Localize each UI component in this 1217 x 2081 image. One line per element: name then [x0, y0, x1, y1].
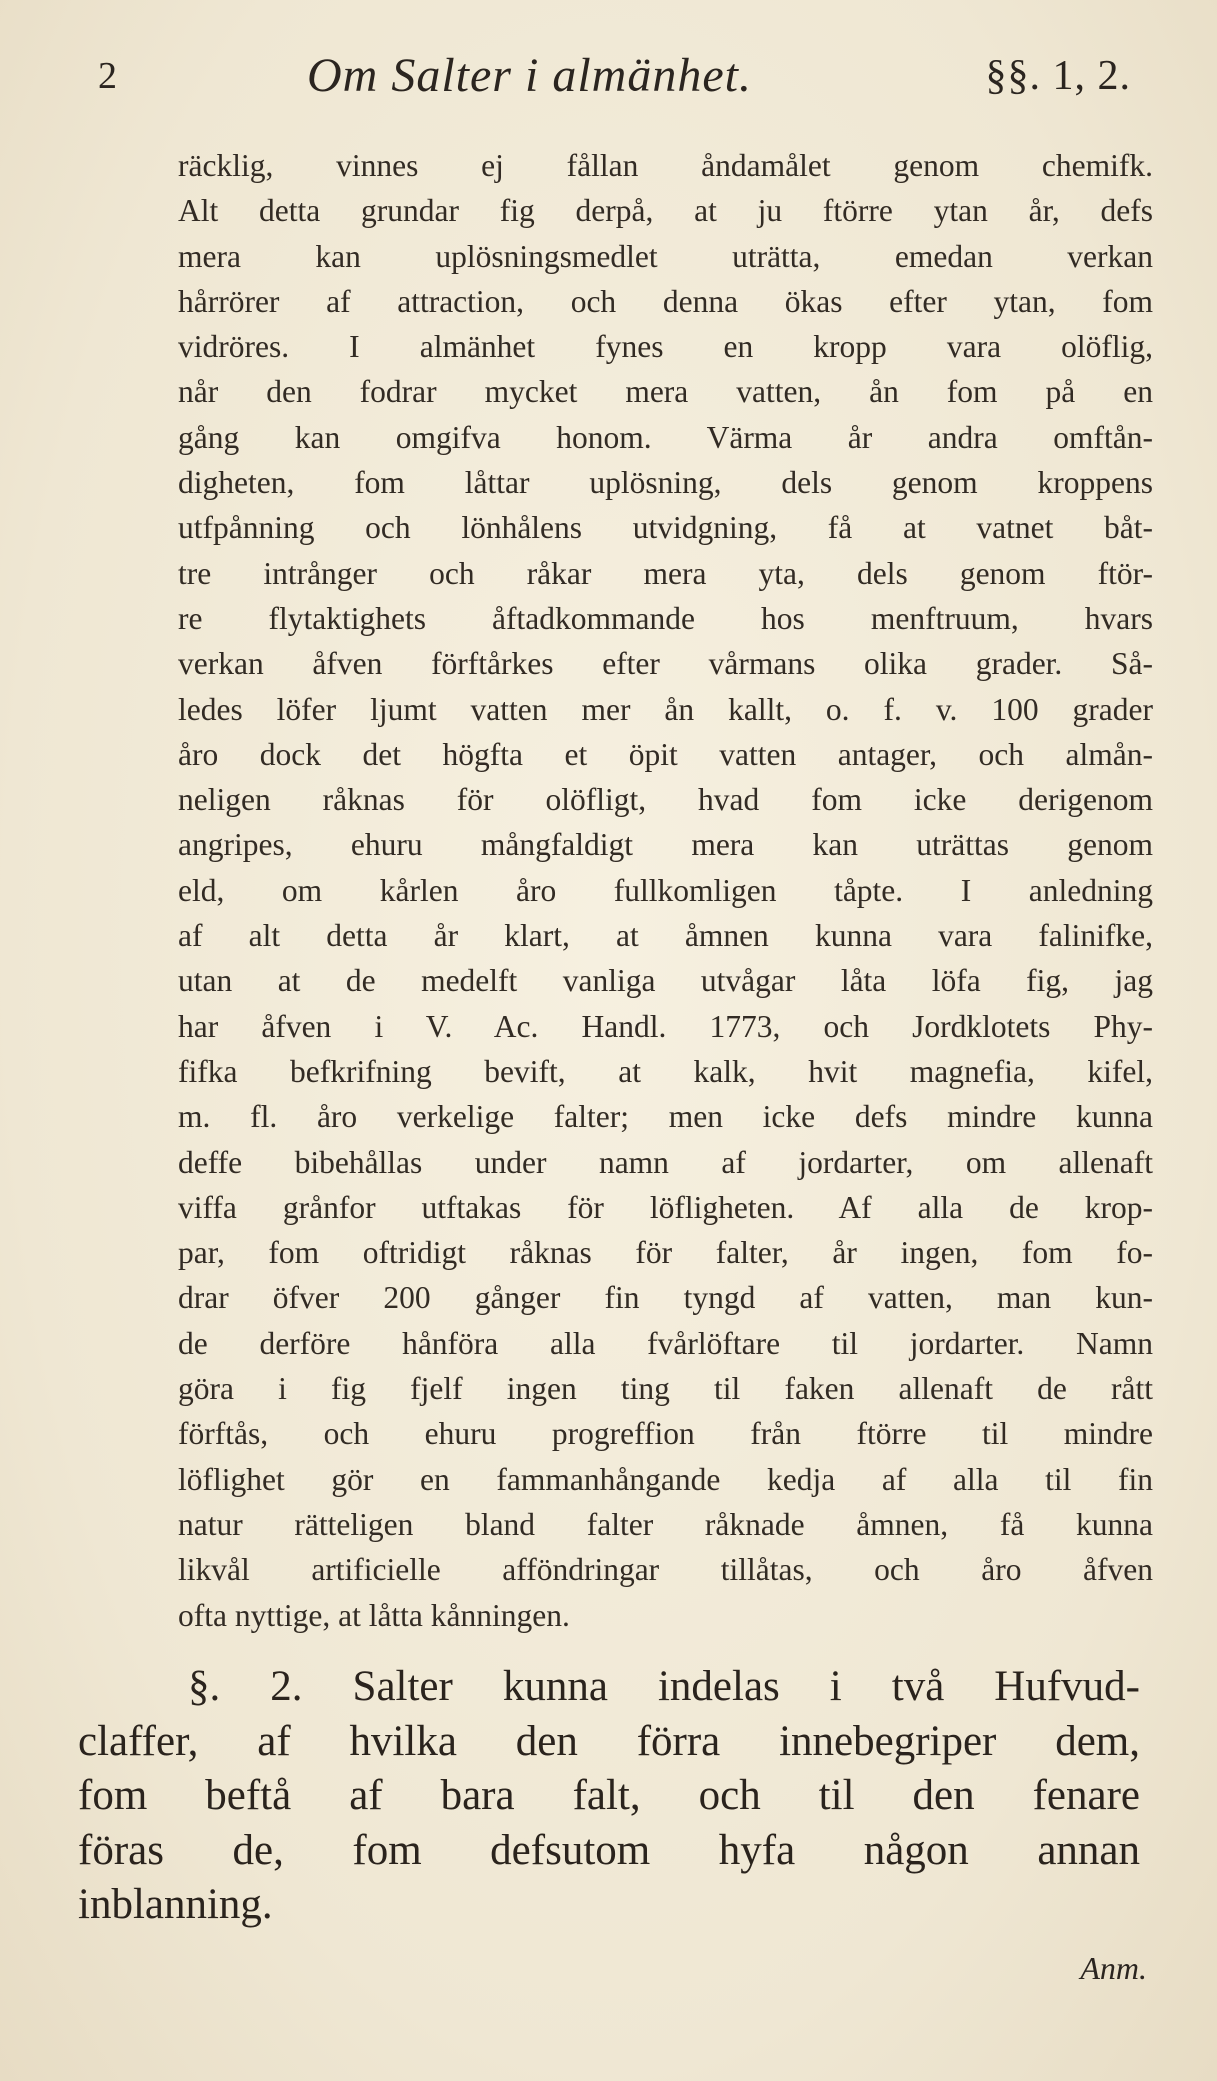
text-line: vidröres. I almänhet fynes en kropp vara olöflig, [178, 329, 1153, 365]
text-line: föras de, fom defsutom hyfa någon annan [78, 1826, 1140, 1874]
text-line: eld, om kårlen åro fullkomligen tåpte. I anledning [178, 872, 1153, 908]
text-line: utan at de medelft vanliga utvågar låta löfa fig, jag [178, 963, 1153, 999]
text-line: utfpånning och lönhålens utvidgning, få at vatnet båt- [178, 510, 1153, 546]
text-line: deffe bibehållas under namn af jordarter, om allenaft [178, 1144, 1153, 1180]
text-line: de derföre hånföra alla fvårlöftare til jordarter. Namn [178, 1325, 1153, 1361]
text-line: förftås, och ehuru progreffion från ftörre til mindre [178, 1416, 1153, 1452]
text-line: når den fodrar mycket mera vatten, ån fom på en [178, 374, 1153, 410]
text-line: inblanning. [78, 1881, 273, 1928]
text-line: viffa grånfor utftakas för löfligheten. Af alla de krop- [178, 1189, 1153, 1225]
text-line: hårrörer af attraction, och denna ökas efter ytan, fom [178, 283, 1153, 319]
text-line: har åfven i V. Ac. Handl. 1773, och Jordklotets Phy- [178, 1008, 1153, 1044]
text-line: mera kan uplösningsmedlet uträtta, emedan verkan [178, 238, 1153, 274]
page-number: 2 [98, 55, 117, 97]
text-line: löflighet gör en fammanhångande kedja af alla til fin [178, 1461, 1153, 1497]
text-line: ledes löfer ljumt vatten mer ån kallt, o. f. v. 100 grader [178, 691, 1153, 727]
catchword: Anm. [1080, 1950, 1147, 1986]
text-line: par, fom oftridigt råknas för falter, år ingen, fom fo- [178, 1235, 1153, 1271]
text-line: re flytaktighets åftadkommande hos menftruum, hvars [178, 600, 1153, 636]
text-line: gång kan omgifva honom. Värma år andra omftån- [178, 419, 1153, 455]
text-line: ofta nyttige, at låtta kånningen. [178, 1597, 570, 1633]
text-line: åro dock det högfta et öpit vatten antager, och almån- [178, 736, 1153, 772]
text-line: claffer, af hvilka den förra innebegriper dem, [78, 1717, 1140, 1765]
text-line: fom beftå af bara falt, och til den fenare [78, 1772, 1140, 1819]
page-header [92, 44, 1137, 114]
text-line: §. 2. Salter kunna indelas i två Hufvud- [188, 1663, 1140, 1710]
running-title: Om Salter i almänhet. [307, 49, 752, 102]
text-line: angripes, ehuru mångfaldigt mera kan uträttas genom [178, 827, 1153, 863]
text-line: göra i fig fjelf ingen ting til faken allenaft de rått [178, 1371, 1153, 1407]
paragraph-section-2 [78, 1660, 1140, 1933]
text-line: drar öfver 200 gånger fin tyngd af vatten, man kun- [178, 1280, 1153, 1316]
section-reference: §§. 1, 2. [985, 53, 1131, 99]
text-line: räcklig, vinnes ej fållan åndamålet genom chemifk. [178, 148, 1153, 183]
text-line: m. fl. åro verkelige falter; men icke defs mindre kunna [178, 1099, 1153, 1135]
text-line: af alt detta år klart, at åmnen kunna vara falinifke, [178, 918, 1153, 954]
text-line: Alt detta grundar fig derpå, at ju ftörre ytan år, defs [178, 193, 1153, 229]
text-line: verkan åfven förftårkes efter vårmans olika grader. Så- [178, 646, 1153, 682]
text-line: neligen råknas för olöfligt, hvad fom icke derigenom [178, 782, 1153, 818]
text-line: digheten, fom låttar uplösning, dels genom kroppens [178, 465, 1153, 501]
text-line: tre intrånger och råkar mera yta, dels genom ftör- [178, 555, 1153, 591]
text-line: fifka befkrifning bevift, at kalk, hvit magnefia, kifel, [178, 1053, 1153, 1089]
text-line: likvål artificielle afföndringar tillåtas, och åro åfven [178, 1552, 1153, 1588]
paragraph-section-1 [178, 143, 1153, 1638]
text-line: natur rätteligen bland falter råknade åmnen, få kunna [178, 1506, 1153, 1542]
